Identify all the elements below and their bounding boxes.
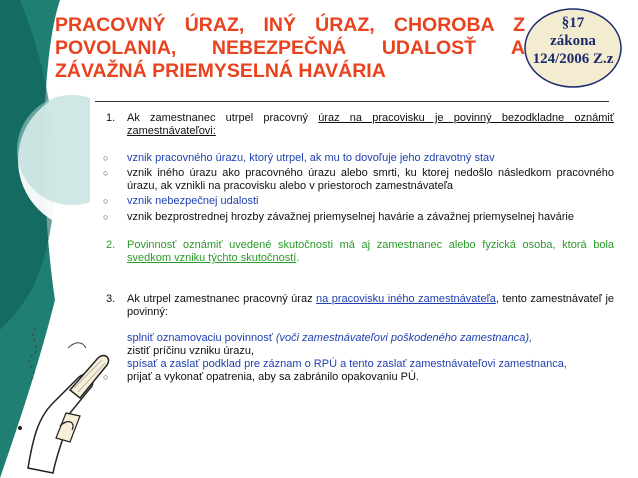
list-item	[106, 358, 614, 371]
title-divider	[95, 101, 609, 102]
section-1-text-a: Ak zamestnanec utrpel pracovný	[127, 112, 319, 124]
law-number: 124/2006 Z.z	[532, 51, 614, 67]
list-item-text: zistiť príčinu vzniku úrazu,	[127, 345, 255, 357]
list-item-text: spísať a zaslať podklad pre záznam o RPÚ a tento zaslať zamestnávateľovi zamestnanca,	[127, 358, 567, 370]
bullet-circle-icon: ○	[103, 372, 109, 382]
section-1-number: 1.	[106, 112, 116, 124]
injured-hand-illustration	[8, 318, 118, 478]
law-reference	[522, 14, 624, 68]
section-2-text-a: Povinnosť oznámiť uvedené skutočnosti má aj zamestnanec alebo fyzická osoba, ktorá bola	[127, 239, 614, 251]
section-1-text-b: úraz na pracovisku je povinný bezodkladne oznámiť zamestnávateľovi:	[127, 112, 614, 137]
bullet-circle-icon: ○	[103, 168, 109, 178]
section-2-number: 2.	[106, 239, 116, 251]
list-item-text: prijať a vykonať opatrenia, aby sa zabránilo opakovaniu PÚ.	[127, 371, 419, 383]
section-2-text-b: svedkom vzniku týchto skutočností	[127, 252, 297, 264]
list-item	[106, 332, 614, 345]
list-item-text-b: (voči zamestnávateľovi poškodeného zamestnanca),	[275, 332, 533, 344]
section-3-text	[106, 293, 614, 319]
section-2	[106, 239, 614, 265]
list-item-text: vznik pracovného úrazu, ktorý utrpel, ak mu to dovoľuje jeho zdravotný stav	[127, 152, 495, 164]
list-item	[103, 195, 614, 208]
list-item	[103, 152, 614, 165]
list-item	[106, 345, 614, 358]
section-2-text-c: .	[296, 252, 300, 264]
section-3-number: 3.	[106, 293, 116, 305]
section-3-text-a: Ak utrpel zamestnanec pracovný úraz	[127, 293, 317, 305]
list-item-text-a: splniť oznamovaciu povinnosť	[127, 332, 276, 344]
title-line-1: PRACOVNÝ ÚRAZ, INÝ ÚRAZ, CHOROBA Z	[55, 14, 525, 36]
title-line-3: ZÁVAŽNÁ PRIEMYSELNÁ HAVÁRIA	[55, 60, 386, 82]
section-1	[106, 112, 614, 138]
main-content	[103, 112, 615, 384]
bullet-circle-icon: ○	[103, 212, 109, 222]
law-section: §17	[561, 15, 585, 31]
section-3	[106, 293, 614, 319]
section-2-text	[106, 239, 614, 265]
list-item-text: vznik iného úrazu ako pracovného úrazu alebo smrti, ku ktorej nedošlo následkom pracovného úrazu, ak vznikli na pracovisku alebo v priestoroch zamestnávateľa	[127, 167, 614, 192]
bullet-circle-icon: ○	[103, 153, 109, 163]
law-word: zákona	[550, 33, 596, 49]
bullet-circle-icon: ○	[103, 196, 109, 206]
list-item	[103, 211, 614, 224]
list-item-text	[106, 332, 614, 345]
list-item-text: vznik bezprostrednej hrozby závažnej priemyselnej havárie a závažnej priemyselnej havárie	[127, 211, 574, 223]
section-1-text	[106, 112, 614, 138]
title-line-2: POVOLANIA, NEBEZPEČNÁ UDALOSŤ A	[55, 37, 525, 59]
list-item	[103, 371, 614, 384]
list-item-text: vznik nebezpečnej udalosti	[127, 195, 259, 207]
list-item	[103, 167, 614, 193]
section-3-text-b: na pracovisku iného zamestnávateľa	[316, 293, 496, 305]
page-title	[55, 14, 525, 83]
section-3-text-c: , tento zamestnávateľ je povinný:	[127, 293, 615, 318]
